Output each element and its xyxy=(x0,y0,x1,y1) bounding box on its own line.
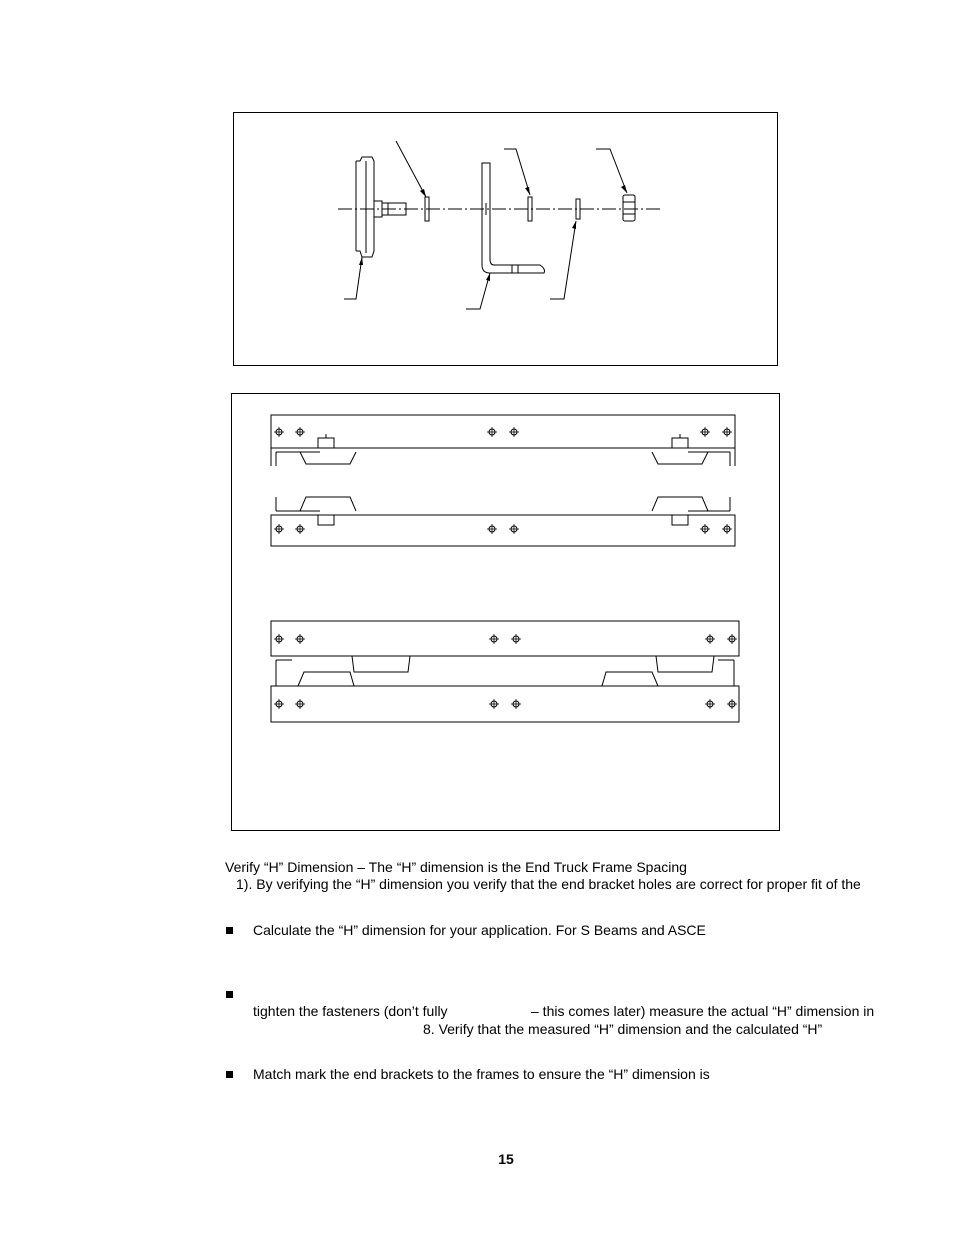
leader-bracket xyxy=(466,273,490,309)
leader-wheel xyxy=(344,257,362,299)
bullet-2-line-1-part-b: – this comes later) measure the actual “H” dimension in xyxy=(531,1003,875,1019)
bolt-holes xyxy=(274,427,737,709)
exploded-assembly-figure xyxy=(233,112,778,366)
frame-rail-4 xyxy=(271,686,739,722)
exploded-assembly-drawing xyxy=(234,113,779,367)
bullet-text-1: Calculate the “H” dimension for your application. For S Beams and ASCE xyxy=(253,922,706,938)
bullet-text-3: Match mark the end brackets to the frames to ensure the “H” dimension is xyxy=(253,1066,710,1082)
bullet-marker-3 xyxy=(226,1071,233,1078)
bullet-2-line-1-part-a: tighten the fasteners (don’t fully xyxy=(253,1003,448,1019)
wheel-assembly-upper-left xyxy=(300,434,356,464)
wheel-assembly-bottom-right xyxy=(602,672,658,686)
angle-bracket xyxy=(482,163,545,273)
wheel-assembly-bottom-left xyxy=(298,672,354,686)
frame-rail-1 xyxy=(271,415,735,466)
leader-washer-1 xyxy=(396,141,426,197)
paragraph-line: 1). By verifying the “H” dimension you verify that the end bracket holes are correct for proper fit of the xyxy=(236,876,861,892)
bullet-marker-2 xyxy=(226,991,233,998)
arrowhead xyxy=(420,189,426,197)
frame-assembly-drawing xyxy=(232,394,781,832)
leader-lock-washer xyxy=(550,221,576,299)
wheel-assembly-bottom-center-left xyxy=(352,656,410,672)
frame-rail-3 xyxy=(271,621,739,686)
wheel-assembly-upper-right xyxy=(652,434,708,464)
nut-part xyxy=(623,195,635,221)
end-truck-frame-figure xyxy=(231,393,780,831)
frame-rail-2 xyxy=(271,497,735,546)
section-heading: Verify “H” Dimension – The “H” dimension is the End Truck Frame Spacing xyxy=(225,859,687,875)
wheel-part xyxy=(356,157,406,257)
bullet-marker-1 xyxy=(226,927,233,934)
wheel-assembly-bottom-center-right xyxy=(656,656,714,672)
page-number: 15 xyxy=(498,1151,514,1167)
bullet-2-line-2: 8. Verify that the measured “H” dimension and the calculated “H” xyxy=(423,1021,823,1037)
